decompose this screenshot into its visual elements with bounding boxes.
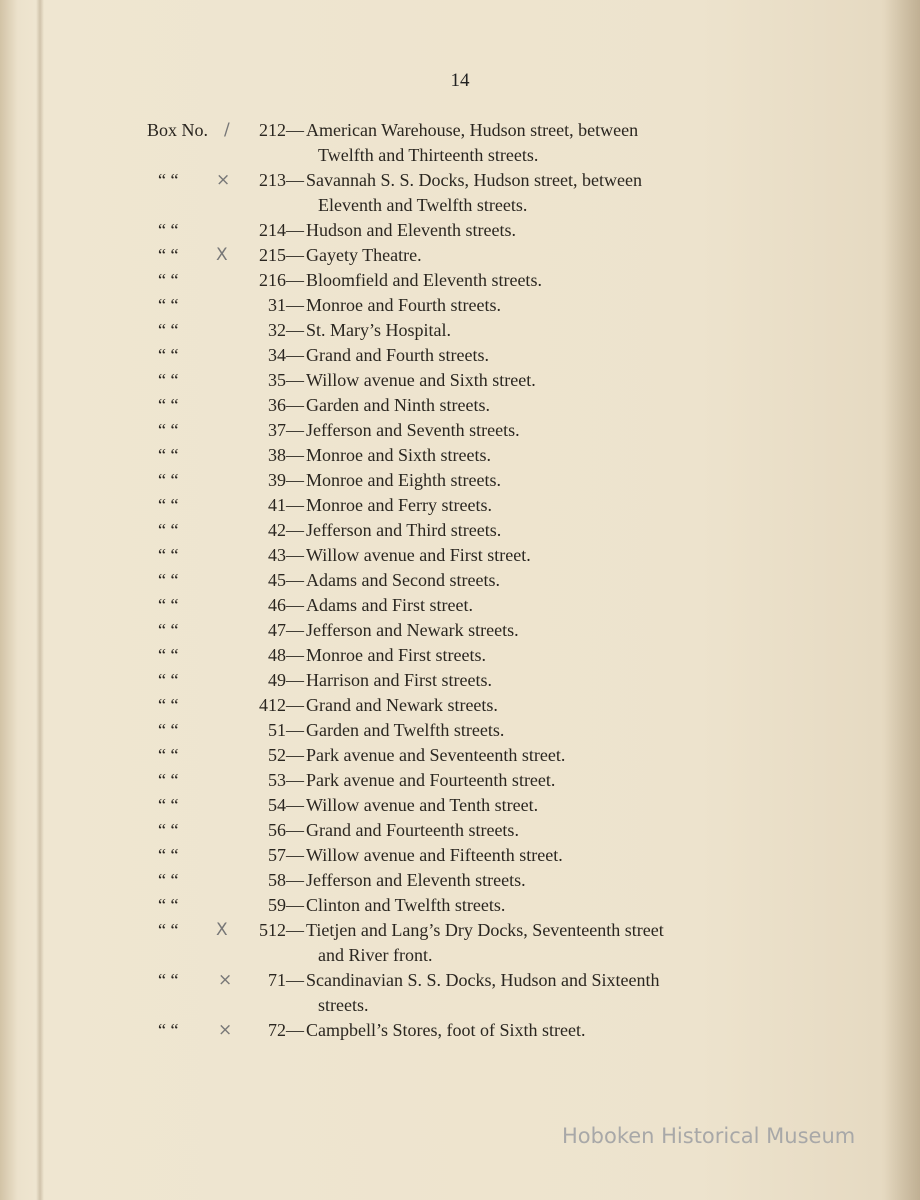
em-dash: — bbox=[286, 245, 304, 265]
box-number: 212 bbox=[259, 120, 286, 140]
ditto-mark: “ “ bbox=[158, 595, 179, 615]
location-text: Jefferson and Newark streets. bbox=[306, 620, 519, 640]
box-number: 37 bbox=[268, 420, 286, 440]
box-number: 45 bbox=[268, 570, 286, 590]
box-number: 48 bbox=[268, 645, 286, 665]
handwritten-mark: × bbox=[216, 170, 231, 190]
em-dash: — bbox=[286, 795, 304, 815]
box-number: 216 bbox=[259, 270, 286, 290]
ditto-mark: “ “ bbox=[158, 720, 179, 740]
em-dash: — bbox=[286, 320, 304, 340]
location-text: Savannah S. S. Docks, Hudson street, between bbox=[306, 170, 642, 190]
location-text: Campbell’s Stores, foot of Sixth street. bbox=[306, 1020, 586, 1040]
em-dash: — bbox=[286, 120, 304, 140]
em-dash: — bbox=[286, 445, 304, 465]
em-dash: — bbox=[286, 1020, 304, 1040]
location-text: Willow avenue and Tenth street. bbox=[306, 795, 539, 815]
box-number: 47 bbox=[268, 620, 286, 640]
em-dash: — bbox=[286, 770, 304, 790]
ditto-mark: “ “ bbox=[158, 245, 179, 265]
ditto-mark: “ “ bbox=[158, 870, 179, 890]
location-text: Park avenue and Fourteenth street. bbox=[306, 770, 556, 790]
ditto-mark: “ “ bbox=[158, 345, 179, 365]
em-dash: — bbox=[286, 820, 304, 840]
box-number: 52 bbox=[268, 745, 286, 765]
location-text: Adams and Second streets. bbox=[306, 570, 500, 590]
em-dash: — bbox=[286, 270, 304, 290]
location-text-continued: streets. bbox=[318, 995, 369, 1015]
em-dash: — bbox=[286, 745, 304, 765]
em-dash: — bbox=[286, 645, 304, 665]
em-dash: — bbox=[286, 395, 304, 415]
em-dash: — bbox=[286, 420, 304, 440]
box-number: 35 bbox=[268, 370, 286, 390]
box-number: 38 bbox=[268, 445, 286, 465]
ditto-mark: “ “ bbox=[158, 920, 179, 940]
ditto-mark: “ “ bbox=[158, 545, 179, 565]
box-number: 34 bbox=[268, 345, 286, 365]
em-dash: — bbox=[286, 695, 304, 715]
box-number: 412 bbox=[259, 695, 286, 715]
box-number: 215 bbox=[259, 245, 286, 265]
box-number: 41 bbox=[268, 495, 286, 515]
location-text: Willow avenue and Fifteenth street. bbox=[306, 845, 563, 865]
location-text: Park avenue and Seventeenth street. bbox=[306, 745, 566, 765]
box-number: 36 bbox=[268, 395, 286, 415]
em-dash: — bbox=[286, 895, 304, 915]
location-text: Adams and First street. bbox=[306, 595, 473, 615]
em-dash: — bbox=[286, 495, 304, 515]
ditto-mark: “ “ bbox=[158, 495, 179, 515]
ditto-mark: “ “ bbox=[158, 370, 179, 390]
location-text-continued: Twelfth and Thirteenth streets. bbox=[318, 145, 539, 165]
ditto-mark: “ “ bbox=[158, 695, 179, 715]
box-number: 512 bbox=[259, 920, 286, 940]
box-number: 46 bbox=[268, 595, 286, 615]
ditto-mark: “ “ bbox=[158, 570, 179, 590]
ditto-mark: “ “ bbox=[158, 770, 179, 790]
watermark: Hoboken Historical Museum bbox=[562, 1124, 856, 1148]
box-number: 71 bbox=[268, 970, 286, 990]
ditto-mark: “ “ bbox=[158, 520, 179, 540]
ditto-mark: “ “ bbox=[158, 470, 179, 490]
ditto-mark: “ “ bbox=[158, 795, 179, 815]
location-text: Jefferson and Seventh streets. bbox=[306, 420, 520, 440]
location-text: Grand and Fourteenth streets. bbox=[306, 820, 519, 840]
em-dash: — bbox=[286, 345, 304, 365]
location-text-continued: and River front. bbox=[318, 945, 433, 965]
em-dash: — bbox=[286, 220, 304, 240]
em-dash: — bbox=[286, 545, 304, 565]
location-text: Willow avenue and First street. bbox=[306, 545, 531, 565]
location-text: Monroe and Ferry streets. bbox=[306, 495, 492, 515]
box-label: Box No. bbox=[147, 120, 209, 140]
em-dash: — bbox=[286, 620, 304, 640]
em-dash: — bbox=[286, 170, 304, 190]
box-number: 51 bbox=[268, 720, 286, 740]
box-number: 31 bbox=[268, 295, 286, 315]
em-dash: — bbox=[286, 720, 304, 740]
ditto-mark: “ “ bbox=[158, 395, 179, 415]
box-number: 53 bbox=[268, 770, 286, 790]
location-text: Willow avenue and Sixth street. bbox=[306, 370, 536, 390]
location-text: Monroe and Eighth streets. bbox=[306, 470, 501, 490]
ditto-mark: “ “ bbox=[158, 270, 179, 290]
location-text: Jefferson and Third streets. bbox=[306, 520, 502, 540]
location-text: Hudson and Eleventh streets. bbox=[306, 220, 516, 240]
page-fold bbox=[36, 0, 44, 1200]
location-text: American Warehouse, Hudson street, between bbox=[306, 120, 639, 140]
box-number: 72 bbox=[268, 1020, 286, 1040]
ditto-mark: “ “ bbox=[158, 1020, 179, 1040]
ditto-mark: “ “ bbox=[158, 670, 179, 690]
location-text: Jefferson and Eleventh streets. bbox=[306, 870, 526, 890]
em-dash: — bbox=[286, 295, 304, 315]
location-text-continued: Eleventh and Twelfth streets. bbox=[318, 195, 528, 215]
location-text: Clinton and Twelfth streets. bbox=[306, 895, 506, 915]
location-text: Scandinavian S. S. Docks, Hudson and Sixteenth bbox=[306, 970, 660, 990]
em-dash: — bbox=[286, 570, 304, 590]
box-number: 39 bbox=[268, 470, 286, 490]
page-number: 14 bbox=[450, 70, 470, 91]
handwritten-mark: × bbox=[218, 1020, 233, 1040]
handwritten-mark: X bbox=[216, 920, 228, 940]
em-dash: — bbox=[286, 470, 304, 490]
em-dash: — bbox=[286, 845, 304, 865]
ditto-mark: “ “ bbox=[158, 220, 179, 240]
location-text: St. Mary’s Hospital. bbox=[306, 320, 452, 340]
location-text: Harrison and First streets. bbox=[306, 670, 492, 690]
ditto-mark: “ “ bbox=[158, 895, 179, 915]
location-text: Grand and Fourth streets. bbox=[306, 345, 489, 365]
location-text: Grand and Newark streets. bbox=[306, 695, 498, 715]
box-number: 58 bbox=[268, 870, 286, 890]
em-dash: — bbox=[286, 595, 304, 615]
ditto-mark: “ “ bbox=[158, 170, 179, 190]
ditto-mark: “ “ bbox=[158, 745, 179, 765]
handwritten-mark: × bbox=[218, 970, 233, 990]
ditto-mark: “ “ bbox=[158, 295, 179, 315]
location-text: Bloomfield and Eleventh streets. bbox=[306, 270, 542, 290]
em-dash: — bbox=[286, 920, 304, 940]
box-number: 32 bbox=[268, 320, 286, 340]
box-number: 49 bbox=[268, 670, 286, 690]
ditto-mark: “ “ bbox=[158, 845, 179, 865]
box-number: 54 bbox=[268, 795, 286, 815]
em-dash: — bbox=[286, 370, 304, 390]
ditto-mark: “ “ bbox=[158, 620, 179, 640]
em-dash: — bbox=[286, 670, 304, 690]
ditto-mark: “ “ bbox=[158, 645, 179, 665]
location-text: Monroe and Fourth streets. bbox=[306, 295, 501, 315]
ditto-mark: “ “ bbox=[158, 320, 179, 340]
box-number: 43 bbox=[268, 545, 286, 565]
ditto-mark: “ “ bbox=[158, 445, 179, 465]
box-number: 214 bbox=[259, 220, 286, 240]
box-number: 59 bbox=[268, 895, 286, 915]
box-number: 213 bbox=[259, 170, 286, 190]
page-edge bbox=[884, 0, 920, 1200]
location-text: Garden and Twelfth streets. bbox=[306, 720, 505, 740]
location-text: Gayety Theatre. bbox=[306, 245, 422, 265]
box-number: 42 bbox=[268, 520, 286, 540]
em-dash: — bbox=[286, 870, 304, 890]
ditto-mark: “ “ bbox=[158, 970, 179, 990]
location-text: Tietjen and Lang’s Dry Docks, Seventeenth street bbox=[306, 920, 664, 940]
location-text: Monroe and First streets. bbox=[306, 645, 486, 665]
em-dash: — bbox=[286, 970, 304, 990]
location-text: Monroe and Sixth streets. bbox=[306, 445, 491, 465]
handwritten-mark: X bbox=[216, 245, 228, 265]
box-number: 56 bbox=[268, 820, 286, 840]
ditto-mark: “ “ bbox=[158, 820, 179, 840]
box-number: 57 bbox=[268, 845, 286, 865]
handwritten-mark: / bbox=[224, 120, 230, 140]
location-text: Garden and Ninth streets. bbox=[306, 395, 490, 415]
ditto-mark: “ “ bbox=[158, 420, 179, 440]
em-dash: — bbox=[286, 520, 304, 540]
